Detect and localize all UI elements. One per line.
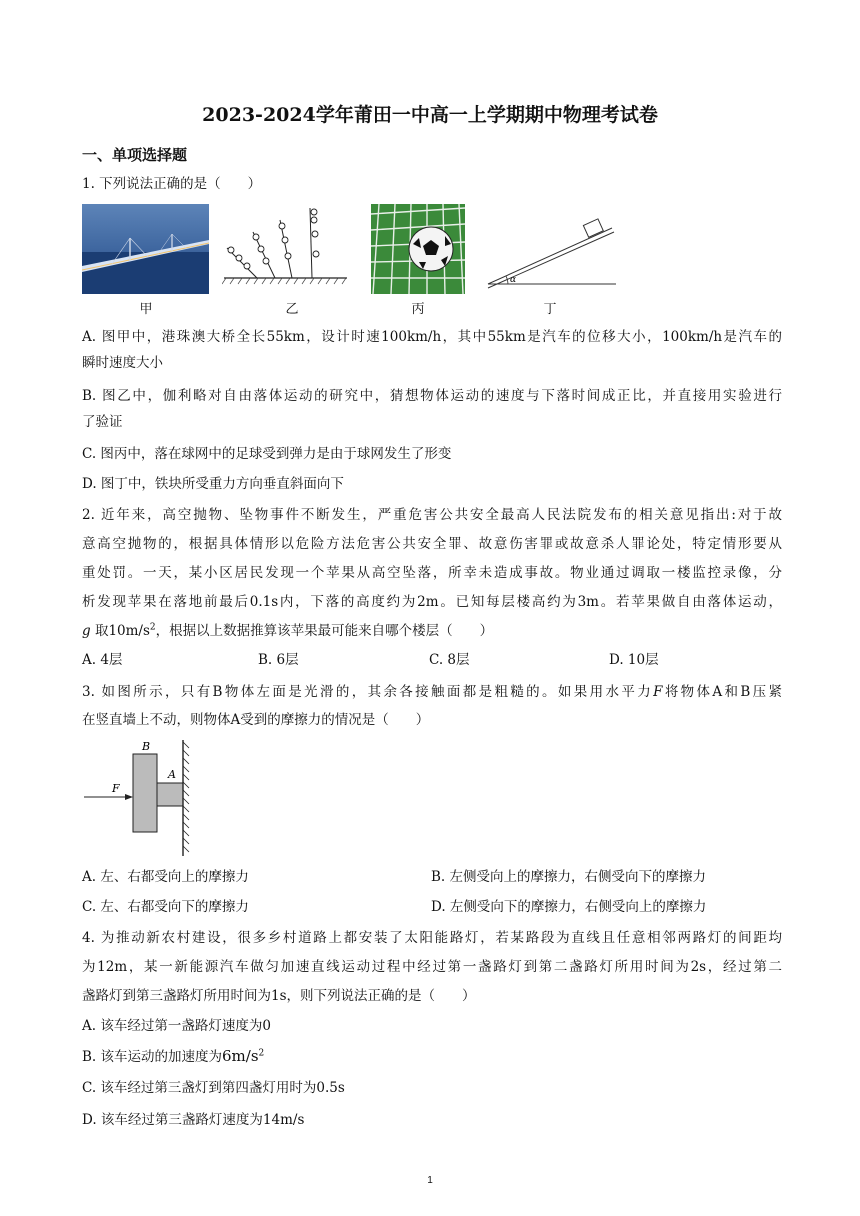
question-3-option-b: B. 左侧受向上的摩擦力，右侧受向下的摩擦力: [431, 869, 707, 885]
question-4-line-1: 4. 为推动新农村建设，很多乡村道路上都安装了太阳能路灯，若某路段为直线且任意相邻两路灯的间距均: [82, 930, 782, 946]
question-1-option-a: A. 图甲中，港珠澳大桥全长55km，设计时速100km/h，其中55km是汽车的位移大小，100km/h是汽车的: [82, 329, 782, 345]
question-1-option-b: B. 图乙中，伽利略对自由落体运动的研究中，猜想物体运动的速度与下落时间成正比，并直接用实验进行: [82, 388, 782, 404]
block-a-label: A: [168, 768, 176, 781]
figure-caption-jia: 甲: [139, 302, 153, 317]
bridge-photo: [82, 204, 209, 294]
question-2-line-2: 意高空抛物的，根据具体情形以危险方法危害公共安全罪、故意伤害罪或故意杀人罪论处，特定情形要从: [82, 536, 782, 552]
incline-block-diagram: [484, 204, 619, 294]
page-number: 1: [427, 1175, 433, 1186]
question-3-option-c: C. 左、右都受向下的摩擦力: [82, 899, 249, 915]
figure-caption-yi: 乙: [285, 302, 299, 317]
section-heading: 一、单项选择题: [82, 146, 188, 164]
block-b-label: B: [142, 740, 151, 753]
question-2-option-b: B. 6层: [258, 652, 299, 668]
question-2-option-a: A. 4层: [82, 652, 123, 668]
question-4-line-3: 盏路灯到第三盏路灯所用时间为1s，则下列说法正确的是（ ）: [82, 988, 476, 1004]
question-3-line-2: 在竖直墙上不动，则物体A受到的摩擦力的情况是（ ）: [82, 712, 430, 728]
question-1-option-b-cont: 了验证: [82, 414, 123, 430]
question-1-option-d: D. 图丁中，铁块所受重力方向垂直斜面向下: [82, 476, 344, 492]
question-2-option-d: D. 10层: [609, 652, 659, 668]
question-2-line-1: 2. 近年来，高空抛物、坠物事件不断发生，严重危害公共安全最高人民法院发布的相关意见指出:对于故: [82, 507, 782, 523]
question-3-option-d: D. 左侧受向下的摩擦力，右侧受向上的摩擦力: [431, 899, 707, 915]
wall-blocks-diagram: [82, 738, 202, 858]
angle-alpha-label: α: [510, 275, 517, 285]
question-1-option-a-cont: 瞬时速度大小: [82, 355, 163, 371]
inclined-balls-diagram: [222, 204, 352, 294]
figure-caption-ding: 丁: [543, 302, 557, 317]
question-1-figures: [82, 204, 622, 316]
question-2-line-4: 析发现苹果在落地前最后0.1s内，下落的高度约为2m。已知每层楼高约为3m。若苹果做自由落体运动，: [82, 594, 782, 610]
question-3-option-a: A. 左、右都受向上的摩擦力: [82, 869, 249, 885]
question-2-option-c: C. 8层: [429, 652, 470, 668]
question-1-option-c: C. 图丙中，落在球网中的足球受到弹力是由于球网发生了形变: [82, 446, 452, 462]
figure-caption-bing: 丙: [411, 302, 425, 317]
force-f-label: F: [112, 782, 120, 795]
question-4-option-b: B. 该车运动的加速度为$6m/s^2$: [82, 1047, 265, 1065]
soccer-net-photo: [371, 204, 465, 294]
question-4-option-a: A. 该车经过第一盏路灯速度为0: [82, 1018, 271, 1034]
question-4-line-2: 为12m，某一新能源汽车做匀加速直线运动过程中经过第一盏路灯到第二盏路灯所用时间为2s，经过第二: [82, 959, 782, 975]
question-2-line-5: g 取$10m/s^2$，根据以上数据推算该苹果最可能来自哪个楼层（ ）: [82, 622, 494, 639]
question-4-option-d: D. 该车经过第三盏路灯速度为14m/s: [82, 1112, 305, 1128]
question-2-line-3: 重处罚。一天，某小区居民发现一个苹果从高空坠落，所幸未造成事故。物业通过调取一楼监控录像，分: [82, 565, 782, 581]
question-1-stem: 1. 下列说法正确的是（ ）: [82, 176, 262, 192]
question-4-option-c: C. 该车经过第三盏灯到第四盏灯用时为0.5s: [82, 1080, 345, 1096]
question-3-line-1: 3. 如图所示，只有B物体左面是光滑的，其余各接触面都是粗糙的。如果用水平力F将物体A和B压紧: [82, 684, 783, 700]
page-title: 2023-2024学年莆田一中高一上学期期中物理考试卷: [202, 104, 658, 126]
